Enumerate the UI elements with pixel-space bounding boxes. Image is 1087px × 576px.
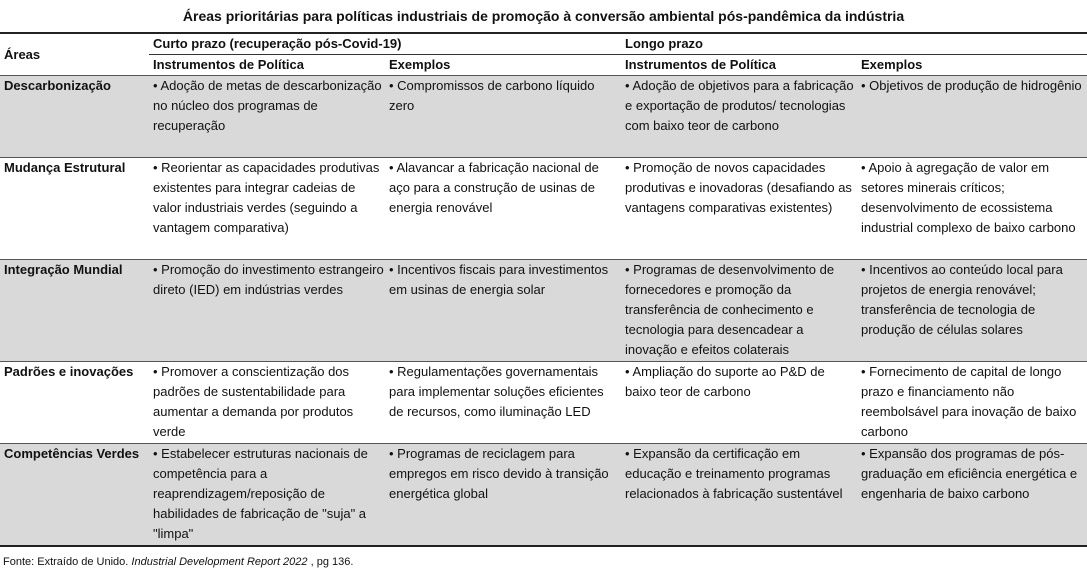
row-short-example: • Incentivos fiscais para investimentos em usinas de energia solar: [385, 260, 621, 362]
table-row: [0, 76, 1087, 158]
header-long-term: Longo prazo: [621, 33, 1087, 55]
table-row: [0, 260, 1087, 362]
row-long-instrument: • Programas de desenvolvimento de fornecedores e promoção da transferência de conhecimento e tecnologia para desencadear a inovação e efeitos colaterais: [621, 260, 857, 362]
policy-table: [0, 32, 1087, 547]
row-area: Integração Mundial: [0, 260, 149, 362]
row-area: Padrões e inovações: [0, 362, 149, 444]
row-short-instrument: • Estabelecer estruturas nacionais de competência para a reaprendizagem/reposição de habilidades de fabricação de "suja" a "limpa": [149, 444, 385, 546]
table-row: [0, 362, 1087, 444]
row-area: Competências Verdes: [0, 444, 149, 546]
row-long-example: • Apoio à agregação de valor em setores minerais críticos; desenvolvimento de ecossistema industrial complexo de baixo carbono: [857, 158, 1087, 260]
row-long-instrument: • Promoção de novos capacidades produtivas e inovadoras (desafiando as vantagens comparativas existentes): [621, 158, 857, 260]
row-area: Mudança Estrutural: [0, 158, 149, 260]
row-long-instrument: • Ampliação do suporte ao P&D de baixo teor de carbono: [621, 362, 857, 444]
header-short-instruments: Instrumentos de Política: [149, 55, 385, 76]
table-title: Áreas prioritárias para políticas industriais de promoção à conversão ambiental pós-pandêmica da indústria: [182, 8, 905, 24]
row-short-example: • Regulamentações governamentais para implementar soluções eficientes de recursos, como iluminação LED: [385, 362, 621, 444]
row-short-instrument: • Promoção do investimento estrangeiro direto (IED) em indústrias verdes: [149, 260, 385, 362]
row-short-instrument: • Promover a conscientização dos padrões de sustentabilidade para aumentar a demanda por produtos verde: [149, 362, 385, 444]
header-areas: Áreas: [0, 33, 149, 76]
source-note: [3, 556, 353, 568]
row-area: Descarbonização: [0, 76, 149, 158]
header-row-columns: [0, 55, 1087, 76]
header-short-term: Curto prazo (recuperação pós-Covid-19): [149, 33, 621, 55]
row-long-example: • Expansão dos programas de pós-graduação em eficiência energética e engenharia de baixo carbono: [857, 444, 1087, 546]
table-row: [0, 158, 1087, 260]
source-report-title: Industrial Development Report 2022: [131, 556, 308, 568]
row-short-example: • Programas de reciclagem para empregos em risco devido à transição energética global: [385, 444, 621, 546]
row-long-example: • Fornecimento de capital de longo prazo e financiamento não reembolsável para inovação de baixo carbono: [857, 362, 1087, 444]
row-long-example: • Objetivos de produção de hidrogênio: [857, 76, 1087, 158]
header-short-examples: Exemplos: [385, 55, 621, 76]
row-long-instrument: • Adoção de objetivos para a fabricação e exportação de produtos/ tecnologias com baixo teor de carbono: [621, 76, 857, 158]
row-long-example: • Incentivos ao conteúdo local para projetos de energia renovável; transferência de tecnologia de produção de células solares: [857, 260, 1087, 362]
table-row: [0, 444, 1087, 546]
header-long-instruments: Instrumentos de Política: [621, 55, 857, 76]
header-row-periods: [0, 33, 1087, 55]
row-short-instrument: • Adoção de metas de descarbonização no núcleo dos programas de recuperação: [149, 76, 385, 158]
row-short-example: • Compromissos de carbono líquido zero: [385, 76, 621, 158]
row-short-example: • Alavancar a fabricação nacional de aço para a construção de usinas de energia renovável: [385, 158, 621, 260]
row-short-instrument: • Reorientar as capacidades produtivas existentes para integrar cadeias de valor industriais verdes (seguindo a vantagem comparativa): [149, 158, 385, 260]
source-prefix: Fonte: Extraído de Unido.: [3, 556, 132, 568]
header-long-examples: Exemplos: [857, 55, 1087, 76]
row-long-instrument: • Expansão da certificação em educação e treinamento programas relacionados à fabricação sustentável: [621, 444, 857, 546]
source-suffix: , pg 136.: [307, 556, 354, 568]
